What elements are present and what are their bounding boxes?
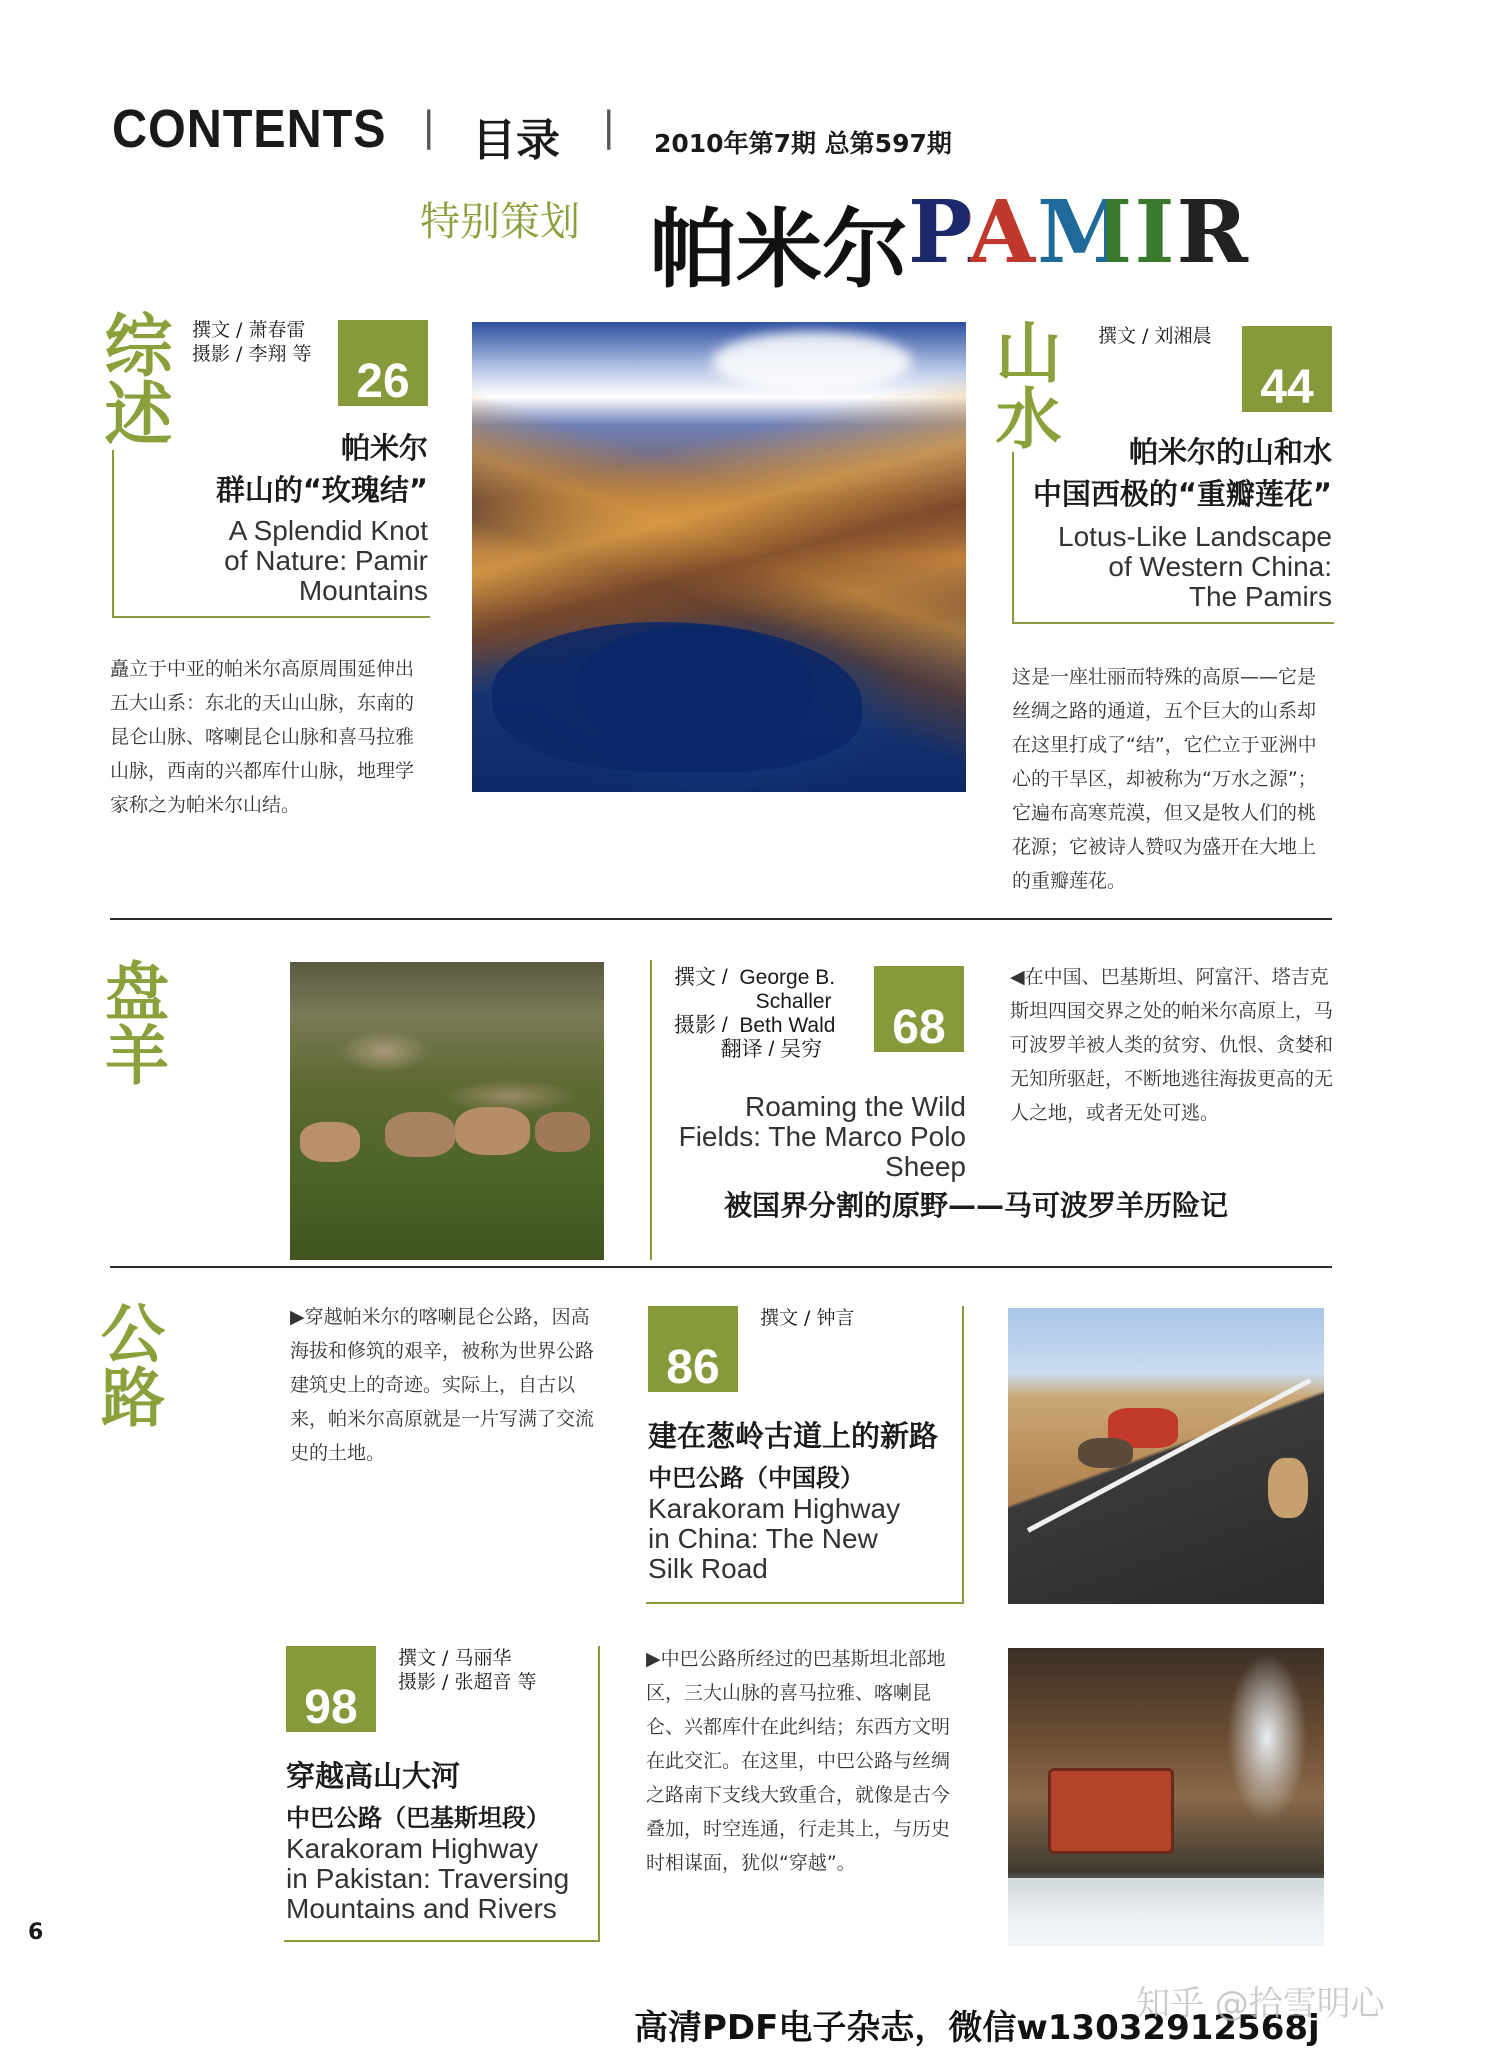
sheep-4 xyxy=(535,1112,590,1152)
title-zh-26-line1[interactable]: 帕米尔 xyxy=(340,431,428,465)
frame-26-bottom xyxy=(112,616,430,618)
page-number-26[interactable]: 26 xyxy=(338,320,428,406)
frame-86-bottom xyxy=(646,1602,964,1604)
summary-26: 矗立于中亚的帕米尔高原周围延伸出五大山系：东北的天山山脉，东南的昆仑山脉、喀喇昆仑山脉和喜马拉雅山脉，西南的兴都库什山脉，地理学家称之为帕米尔山结。 xyxy=(110,658,415,816)
donkey-cart-road-photo xyxy=(1008,1308,1324,1604)
title-zh-86-line2[interactable]: 中巴公路（中国段） xyxy=(648,1464,864,1492)
header-separator-2: | xyxy=(602,104,616,150)
page-number-98[interactable]: 98 xyxy=(286,1646,376,1732)
special-title-en xyxy=(908,182,1251,283)
page-number-68[interactable]: 68 xyxy=(874,966,964,1052)
frame-44-bottom xyxy=(1012,622,1334,624)
contents-heading: CONTENTS xyxy=(112,99,387,159)
divider-1 xyxy=(110,918,1332,920)
title-zh-44-line1[interactable]: 帕米尔的山和水 xyxy=(1128,435,1332,469)
section-overview-label: 综述 xyxy=(93,310,173,446)
pamir-landscape-photo xyxy=(472,322,966,792)
title-en-44: Lotus-Like Landscape of Western China: The Pamirs xyxy=(1058,521,1332,612)
frame-26-left xyxy=(112,450,114,618)
title-zh-86-line1[interactable]: 建在葱岭古道上的新路 xyxy=(648,1419,939,1453)
watermark-right: 知乎 @拾雪明心 xyxy=(1136,1984,1385,2024)
camel-shape xyxy=(1268,1458,1308,1518)
credits-44: 撰文 / 刘湘晨 xyxy=(1098,325,1212,347)
section-plateau-label: 盘羊 xyxy=(94,958,169,1086)
title-zh-98-line2[interactable]: 中巴公路（巴基斯坦段） xyxy=(286,1804,550,1832)
special-title-en-text: PAMIR xyxy=(908,182,1251,283)
title-zh-98-line1[interactable]: 穿越高山大河 xyxy=(286,1759,461,1793)
section-road xyxy=(90,1300,165,1428)
sheep-2 xyxy=(385,1112,455,1157)
divider-2 xyxy=(110,1266,1332,1268)
credits-98: 撰文 / 马丽华 摄影 / 张超音 等 xyxy=(398,1647,537,1693)
title-en-98: Karakoram Highway in Pakistan: Traversing Mountains and Rivers xyxy=(286,1833,570,1924)
watermark-left: 高清PDF电子杂志，微信w13032912568j xyxy=(634,2008,1320,2048)
road-line xyxy=(1027,1378,1312,1533)
title-en-26: A Splendid Knot of Nature: Pamir Mountains xyxy=(224,515,428,606)
special-label: 特别策划 xyxy=(420,199,580,245)
frame-98-right xyxy=(598,1646,600,1942)
summary-86: ▶穿越帕米尔的喀喇昆仑公路，因高海拔和修筑的艰辛，被称为世界公路建筑史上的奇迹。实际上，自古以来，帕米尔高原就是一片写满了交流史的土地。 xyxy=(290,1306,595,1464)
frame-44-left xyxy=(1012,452,1014,624)
frame-86-right xyxy=(962,1306,964,1604)
section-mountain-water xyxy=(984,318,1062,450)
title-en-86: Karakoram Highway in China: The New Silk Road xyxy=(648,1493,901,1584)
mulu-heading: 目录 xyxy=(472,115,560,166)
title-zh-68[interactable]: 被国界分割的原野——马可波罗羊历险记 xyxy=(724,1189,1229,1222)
cloud-shape xyxy=(712,332,912,392)
donkey-shape xyxy=(1078,1438,1133,1468)
truck-waterfall-photo xyxy=(1008,1648,1324,1946)
water-shape xyxy=(1008,1878,1324,1946)
sheep-3 xyxy=(455,1107,530,1155)
summary-98: ▶中巴公路所经过的巴基斯坦北部地区，三大山脉的喜马拉雅、喀喇昆仑、兴都库什在此纠结；东西方文明在此交汇。在这里，中巴公路与丝绸之路南下支线大致重合，就像是古今叠加，时空连通，行走其上，与历史时相谋面，犹似“穿越”。 xyxy=(646,1648,951,1874)
truck-shape xyxy=(1048,1768,1174,1854)
section-road-label: 公路 xyxy=(90,1300,165,1428)
section-plateau xyxy=(94,958,169,1086)
title-zh-26-line2[interactable]: 群山的“玫瑰结” xyxy=(215,473,428,507)
header-separator-1: | xyxy=(422,104,436,150)
frame-98-bottom xyxy=(284,1940,600,1942)
summary-44: 这是一座壮丽而特殊的高原——它是丝绸之路的通道，五个巨大的山系却在这里打成了“结”，它伫立于亚洲中心的干旱区，却被称为“万水之源”；它遍布高寒荒漠，但又是牧人们的桃花源；它被诗人赞叹为盛开在大地上的重瓣莲花。 xyxy=(1012,666,1317,892)
issue-info: 2010年第7期 总第597期 xyxy=(654,129,952,158)
section-mountain-water-label: 山水 xyxy=(984,318,1062,450)
credits-26: 撰文 / 萧春雷 摄影 / 李翔 等 xyxy=(192,319,312,365)
page-number-44[interactable]: 44 xyxy=(1242,326,1332,412)
credits-86: 撰文 / 钟言 xyxy=(760,1307,855,1329)
credits-68: 撰文 / George B. Schaller 摄影 / Beth Wald 翻译 / 吴穷 xyxy=(674,966,836,1061)
title-zh-44-line2[interactable]: 中国西极的“重瓣莲花” xyxy=(1032,477,1332,511)
summary-68: ◀在中国、巴基斯坦、阿富汗、塔吉克斯坦四国交界之处的帕米尔高原上，马可波罗羊被人类的贫穷、仇恨、贪婪和无知所驱赶，不断地逃往海拔更高的无人之地，或者无处可逃。 xyxy=(1010,966,1334,1124)
page-number: 6 xyxy=(28,1920,44,1945)
frame-68-left xyxy=(650,960,652,1260)
title-en-68: Roaming the Wild Fields: The Marco Polo Sheep xyxy=(678,1091,966,1182)
special-title-zh: 帕米尔 xyxy=(650,199,908,300)
lake-shape xyxy=(492,622,862,772)
page-number-86[interactable]: 86 xyxy=(648,1306,738,1392)
sheep-1 xyxy=(300,1122,360,1162)
section-overview xyxy=(93,310,180,446)
marco-polo-sheep-photo xyxy=(290,962,604,1260)
